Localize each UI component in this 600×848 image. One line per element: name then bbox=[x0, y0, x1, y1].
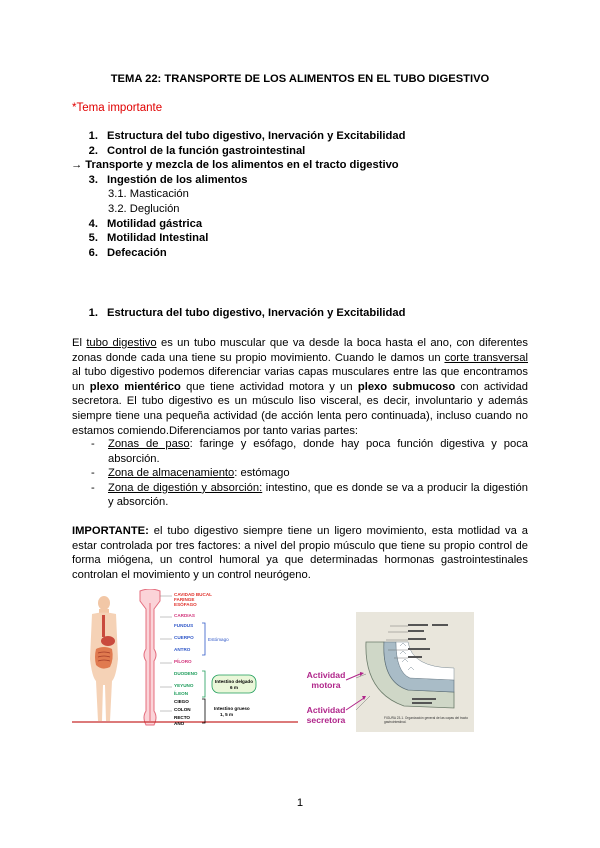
label-esofago: ESÓFAGO bbox=[174, 602, 197, 607]
label-estomago: Estómago bbox=[208, 637, 229, 642]
label-actividad-motora-1: Actividad bbox=[306, 670, 346, 680]
table-of-contents bbox=[72, 129, 542, 260]
toc-item: 2. Control de la función gastrointestinal bbox=[88, 144, 306, 157]
figure-caption-line1: FIGURA 23-1. Organización general de las capas del tracto bbox=[384, 716, 468, 720]
paragraph-intro: El tubo digestivo es un tubo muscular que va desde la boca hasta el ano, con diferentes zonas donde cada una tiene su propio movimiento. Cuando le damos un corte transversal al tubo digestivo podemos diferenciar varias capas musculares entre las que encontramos un plexo mientérico que tiene actividad motora y un plexo submucoso con actividad secretora. El tubo digestivo es un músculo liso visceral, es decir, involuntario y además siempre tiene una pequeña actividad (de acción lenta pero continuada), incluso cuando no estamos comiendo.Diferenciamos por tanto varias partes: bbox=[72, 337, 528, 437]
label-fundus: FUNDUS bbox=[174, 623, 194, 628]
important-note: *Tema importante bbox=[72, 102, 163, 114]
list-item: - Zona de almacenamiento: estómago bbox=[91, 467, 290, 480]
label-ileon: ÍLEON bbox=[174, 691, 189, 696]
label-grueso-length: 1, 5 m bbox=[220, 712, 234, 717]
label-colon: COLON bbox=[174, 707, 191, 712]
label-duodeno: DUODENO bbox=[174, 671, 198, 676]
toc-item: → Transporte y mezcla de los alimentos en el tracto digestivo bbox=[71, 159, 399, 172]
label-actividad-secretora-1: Actividad bbox=[306, 705, 346, 715]
figure-caption-line2: gastrointestinal. bbox=[384, 720, 407, 724]
label-faringe: FARINGE bbox=[174, 597, 195, 602]
label-cardias: CARDIAS bbox=[174, 613, 195, 618]
paragraph-important: IMPORTANTE: el tubo digestivo siempre tiene un ligero movimiento, esta motlidad va a estar controlada por tres factores: a nivel del propio músculo que tiene su propio control de forma miógena, un control humoral ya que determinadas hormonas gastrointestinales controlan el movimiento y un control neurógeno. bbox=[72, 525, 528, 581]
label-cuerpo: CUERPO bbox=[174, 635, 194, 640]
label-recto: RECTO bbox=[174, 715, 190, 720]
label-intestino-grueso: Intestino grueso bbox=[214, 706, 250, 711]
label-cavidad-bucal: CAVIDAD BUCAL bbox=[174, 592, 212, 597]
toc-item: 3. Ingestión de los alimentos bbox=[88, 173, 248, 186]
page-number: 1 bbox=[296, 797, 304, 809]
list-item: - Zona de digestión y absorción: intestino, que es donde se va a producir la digestión y absorción. bbox=[91, 481, 528, 509]
bullet-list bbox=[72, 437, 528, 510]
toc-item: 1. Estructura del tubo digestivo, Inervación y Excitabilidad bbox=[88, 130, 406, 142]
toc-subitem: 3.2. Deglución bbox=[108, 202, 180, 215]
toc-item: 6. Defecación bbox=[88, 246, 167, 259]
label-yeyuno: YEYUNO bbox=[174, 683, 194, 688]
label-delgado-length: 6 m bbox=[230, 685, 238, 690]
label-antro: ANTRO bbox=[174, 647, 191, 652]
label-actividad-secretora-2: secretora bbox=[306, 715, 346, 725]
label-piloro: PÍLORO bbox=[174, 659, 192, 664]
page-title: TEMA 22: TRANSPORTE DE LOS ALIMENTOS EN EL TUBO DIGESTIVO bbox=[110, 73, 490, 85]
label-ano: ANO bbox=[174, 721, 185, 726]
toc-item: 4. Motilidad gástrica bbox=[88, 217, 203, 230]
list-item: - Zonas de paso: faringe y esófago, donde hay poca función digestiva y poca absorción. bbox=[91, 438, 529, 465]
toc-subitem: 3.1. Masticación bbox=[108, 188, 189, 201]
label-actividad-motora-2: motora bbox=[311, 680, 341, 690]
section-heading: 1. Estructura del tubo digestivo, Inervación y Excitabilidad bbox=[88, 307, 406, 319]
label-ciego: CIEGO bbox=[174, 699, 189, 704]
gi-cross-section-diagram bbox=[304, 612, 474, 732]
toc-item: 5. Motilidad Intestinal bbox=[88, 232, 209, 245]
label-intestino-delgado: Intestino delgado bbox=[214, 679, 254, 684]
digestive-tract-diagram bbox=[72, 589, 298, 729]
